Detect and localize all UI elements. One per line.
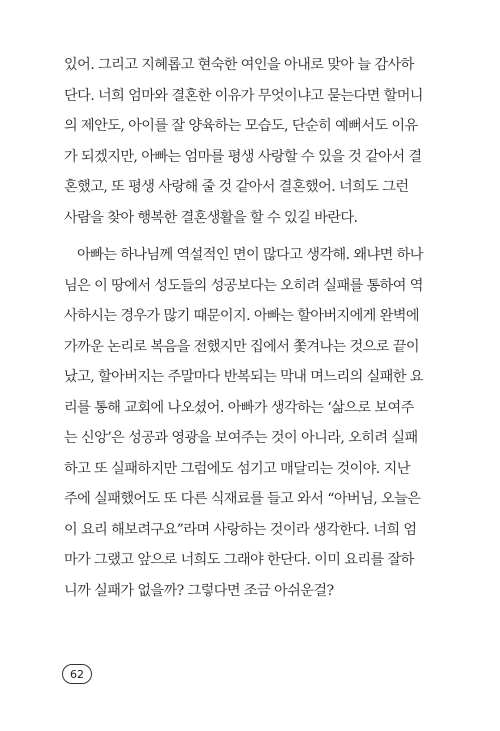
text-line: 사람을 찾아 행복한 결혼생활을 할 수 있길 바란다. xyxy=(64,209,358,226)
text-line: 는 신앙’은 성공과 영광을 보여주는 것이 아니라, 오히려 실패 xyxy=(64,430,418,446)
text-line: 이 요리 해보려구요”라며 사랑하는 것이라 생각한다. 너희 엄 xyxy=(64,521,417,538)
text-line: 주에 실패했어도 또 다른 식재료를 들고 와서 “아버님, 오늘은 xyxy=(64,491,421,507)
paragraph-1 xyxy=(64,50,444,233)
text-line: 났고, 할아버지는 주말마다 반복되는 막내 며느리의 실패한 요 xyxy=(64,369,423,385)
text-line: 마가 그랬고 앞으로 너희도 그래야 한단다. 이미 요리를 잘하 xyxy=(64,552,414,568)
text-line: 의 제안도, 아이를 잘 양육하는 모습도, 단순히 예뻐서도 이유 xyxy=(64,118,418,134)
page-number-badge xyxy=(62,664,92,684)
text-line: 단다. 너희 엄마와 결혼한 이유가 무엇이냐고 묻는다면 할머니 xyxy=(64,87,423,104)
text-line: 혼했고, 또 평생 사랑해 줄 것 같아서 결혼했어. 너희도 그런 xyxy=(64,179,409,195)
text-line: 리를 통해 교회에 나오셨어. 아빠가 생각하는 ‘삶으로 보여주 xyxy=(64,399,414,416)
text-line: 아빠는 하나님께 역설적인 면이 많다고 생각해. 왜냐면 하나 xyxy=(77,247,423,263)
paragraph-2 xyxy=(64,240,444,606)
text-line: 니까 실패가 없을까? 그렇다면 조금 아쉬운걸? xyxy=(64,582,334,599)
text-line: 사하시는 경우가 많기 때문이지. 아빠는 할아버지에게 완벽에 xyxy=(64,308,419,324)
text-line: 님은 이 땅에서 성도들의 성공보다는 오히려 실패를 통하여 역 xyxy=(64,277,423,294)
text-line: 가까운 논리로 복음을 전했지만 집에서 쫓겨나는 것으로 끝이 xyxy=(64,338,419,355)
page-number: 62 xyxy=(70,667,84,681)
text-line: 있어. 그리고 지혜롭고 현숙한 여인을 아내로 맞아 늘 감사하 xyxy=(64,57,414,73)
text-line: 하고 또 실패하지만 그럼에도 섬기고 매달리는 것이야. 지난 xyxy=(64,460,410,477)
text-line: 가 되겠지만, 아빠는 엄마를 평생 사랑할 수 있을 것 같아서 결 xyxy=(64,148,422,165)
page-body-text xyxy=(64,50,444,606)
